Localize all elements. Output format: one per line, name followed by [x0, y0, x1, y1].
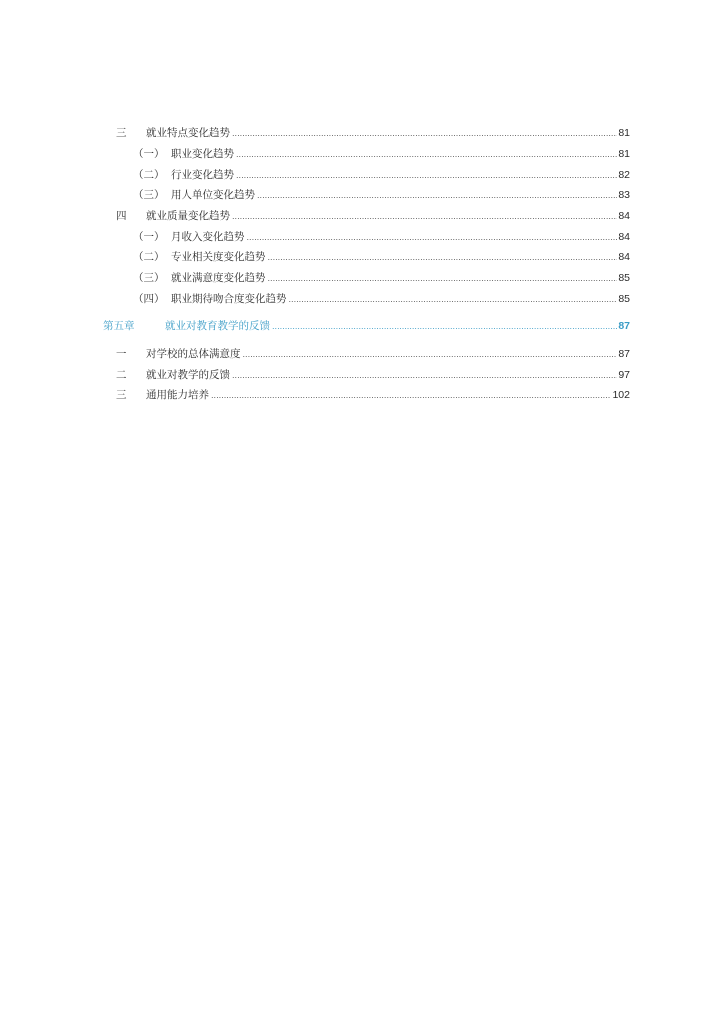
toc-entry[interactable] — [133, 147, 630, 162]
toc-entry[interactable] — [116, 388, 630, 403]
toc-chapter-entry[interactable] — [103, 319, 630, 334]
toc-entry-page: 85 — [618, 272, 630, 284]
toc-entry-page: 83 — [618, 189, 630, 201]
toc-entry-title: 就业质量变化趋势 — [146, 210, 230, 222]
toc-entry-page: 84 — [618, 210, 630, 222]
toc-dot-leader — [236, 148, 617, 162]
toc-entry-title: 行业变化趋势 — [171, 169, 234, 181]
toc-entry-page: 84 — [618, 231, 630, 243]
toc-dot-leader — [232, 369, 617, 383]
toc-entry-title: 对学校的总体满意度 — [146, 348, 241, 360]
toc-entry-number: 二 — [116, 369, 127, 381]
toc-entry[interactable] — [133, 230, 630, 245]
toc-entry-number: 四 — [116, 210, 127, 222]
toc-entry[interactable] — [133, 271, 630, 286]
toc-dot-leader — [232, 210, 617, 224]
toc-entry[interactable] — [133, 250, 630, 265]
toc-entry-page: 81 — [618, 127, 630, 139]
toc-entry-number: （一） — [133, 148, 165, 160]
toc-entry-number: 三 — [116, 127, 127, 139]
toc-entry[interactable] — [133, 168, 630, 183]
toc-entry-number: 一 — [116, 348, 127, 360]
toc-entry-page: 82 — [618, 169, 630, 181]
toc-entry-title: 通用能力培养 — [146, 389, 209, 401]
toc-entry-number: 三 — [116, 389, 127, 401]
toc-entry-title: 专业相关度变化趋势 — [171, 251, 266, 263]
toc-entry-title: 就业满意度变化趋势 — [171, 272, 266, 284]
toc-entry-title: 职业变化趋势 — [171, 148, 234, 160]
toc-entry-number: （三） — [133, 189, 165, 201]
toc-entry-title: 就业对教学的反馈 — [146, 369, 230, 381]
toc-entry-title: 职业期待吻合度变化趋势 — [171, 293, 287, 305]
toc-entry-number: （二） — [133, 169, 165, 181]
toc-dot-leader — [232, 127, 617, 141]
toc-entry-page: 85 — [618, 293, 630, 305]
toc-entry-title: 就业特点变化趋势 — [146, 127, 230, 139]
toc-chapter-page: 87 — [618, 320, 630, 332]
toc-dot-leader — [211, 389, 611, 403]
toc-chapter-number: 第五章 — [103, 320, 135, 332]
toc-dot-leader — [243, 348, 618, 362]
toc-entry[interactable] — [133, 292, 630, 307]
toc-entry[interactable] — [133, 188, 630, 203]
toc-dot-leader — [272, 320, 617, 334]
toc-entry-title: 用人单位变化趋势 — [171, 189, 255, 201]
toc-entry[interactable] — [116, 368, 630, 383]
toc-entry-number: （四） — [133, 293, 165, 305]
toc-entry-number: （三） — [133, 272, 165, 284]
toc-entry-number: （二） — [133, 251, 165, 263]
toc-entry-number: （一） — [133, 231, 165, 243]
toc-dot-leader — [289, 293, 618, 307]
toc-dot-leader — [247, 231, 618, 245]
toc-entry[interactable] — [116, 347, 630, 362]
toc-entry[interactable] — [116, 209, 630, 224]
toc-entry-page: 84 — [618, 251, 630, 263]
toc-entry-title: 月收入变化趋势 — [171, 231, 245, 243]
toc-dot-leader — [257, 189, 617, 203]
toc-entry[interactable] — [116, 126, 630, 141]
toc-dot-leader — [268, 251, 618, 265]
toc-dot-leader — [268, 272, 618, 286]
toc-dot-leader — [236, 169, 617, 183]
toc-entry-page: 81 — [618, 148, 630, 160]
toc-entry-page: 102 — [612, 389, 630, 401]
toc-entry-page: 87 — [618, 348, 630, 360]
toc-chapter-title: 就业对教育教学的反馈 — [165, 320, 270, 332]
toc-entry-page: 97 — [618, 369, 630, 381]
